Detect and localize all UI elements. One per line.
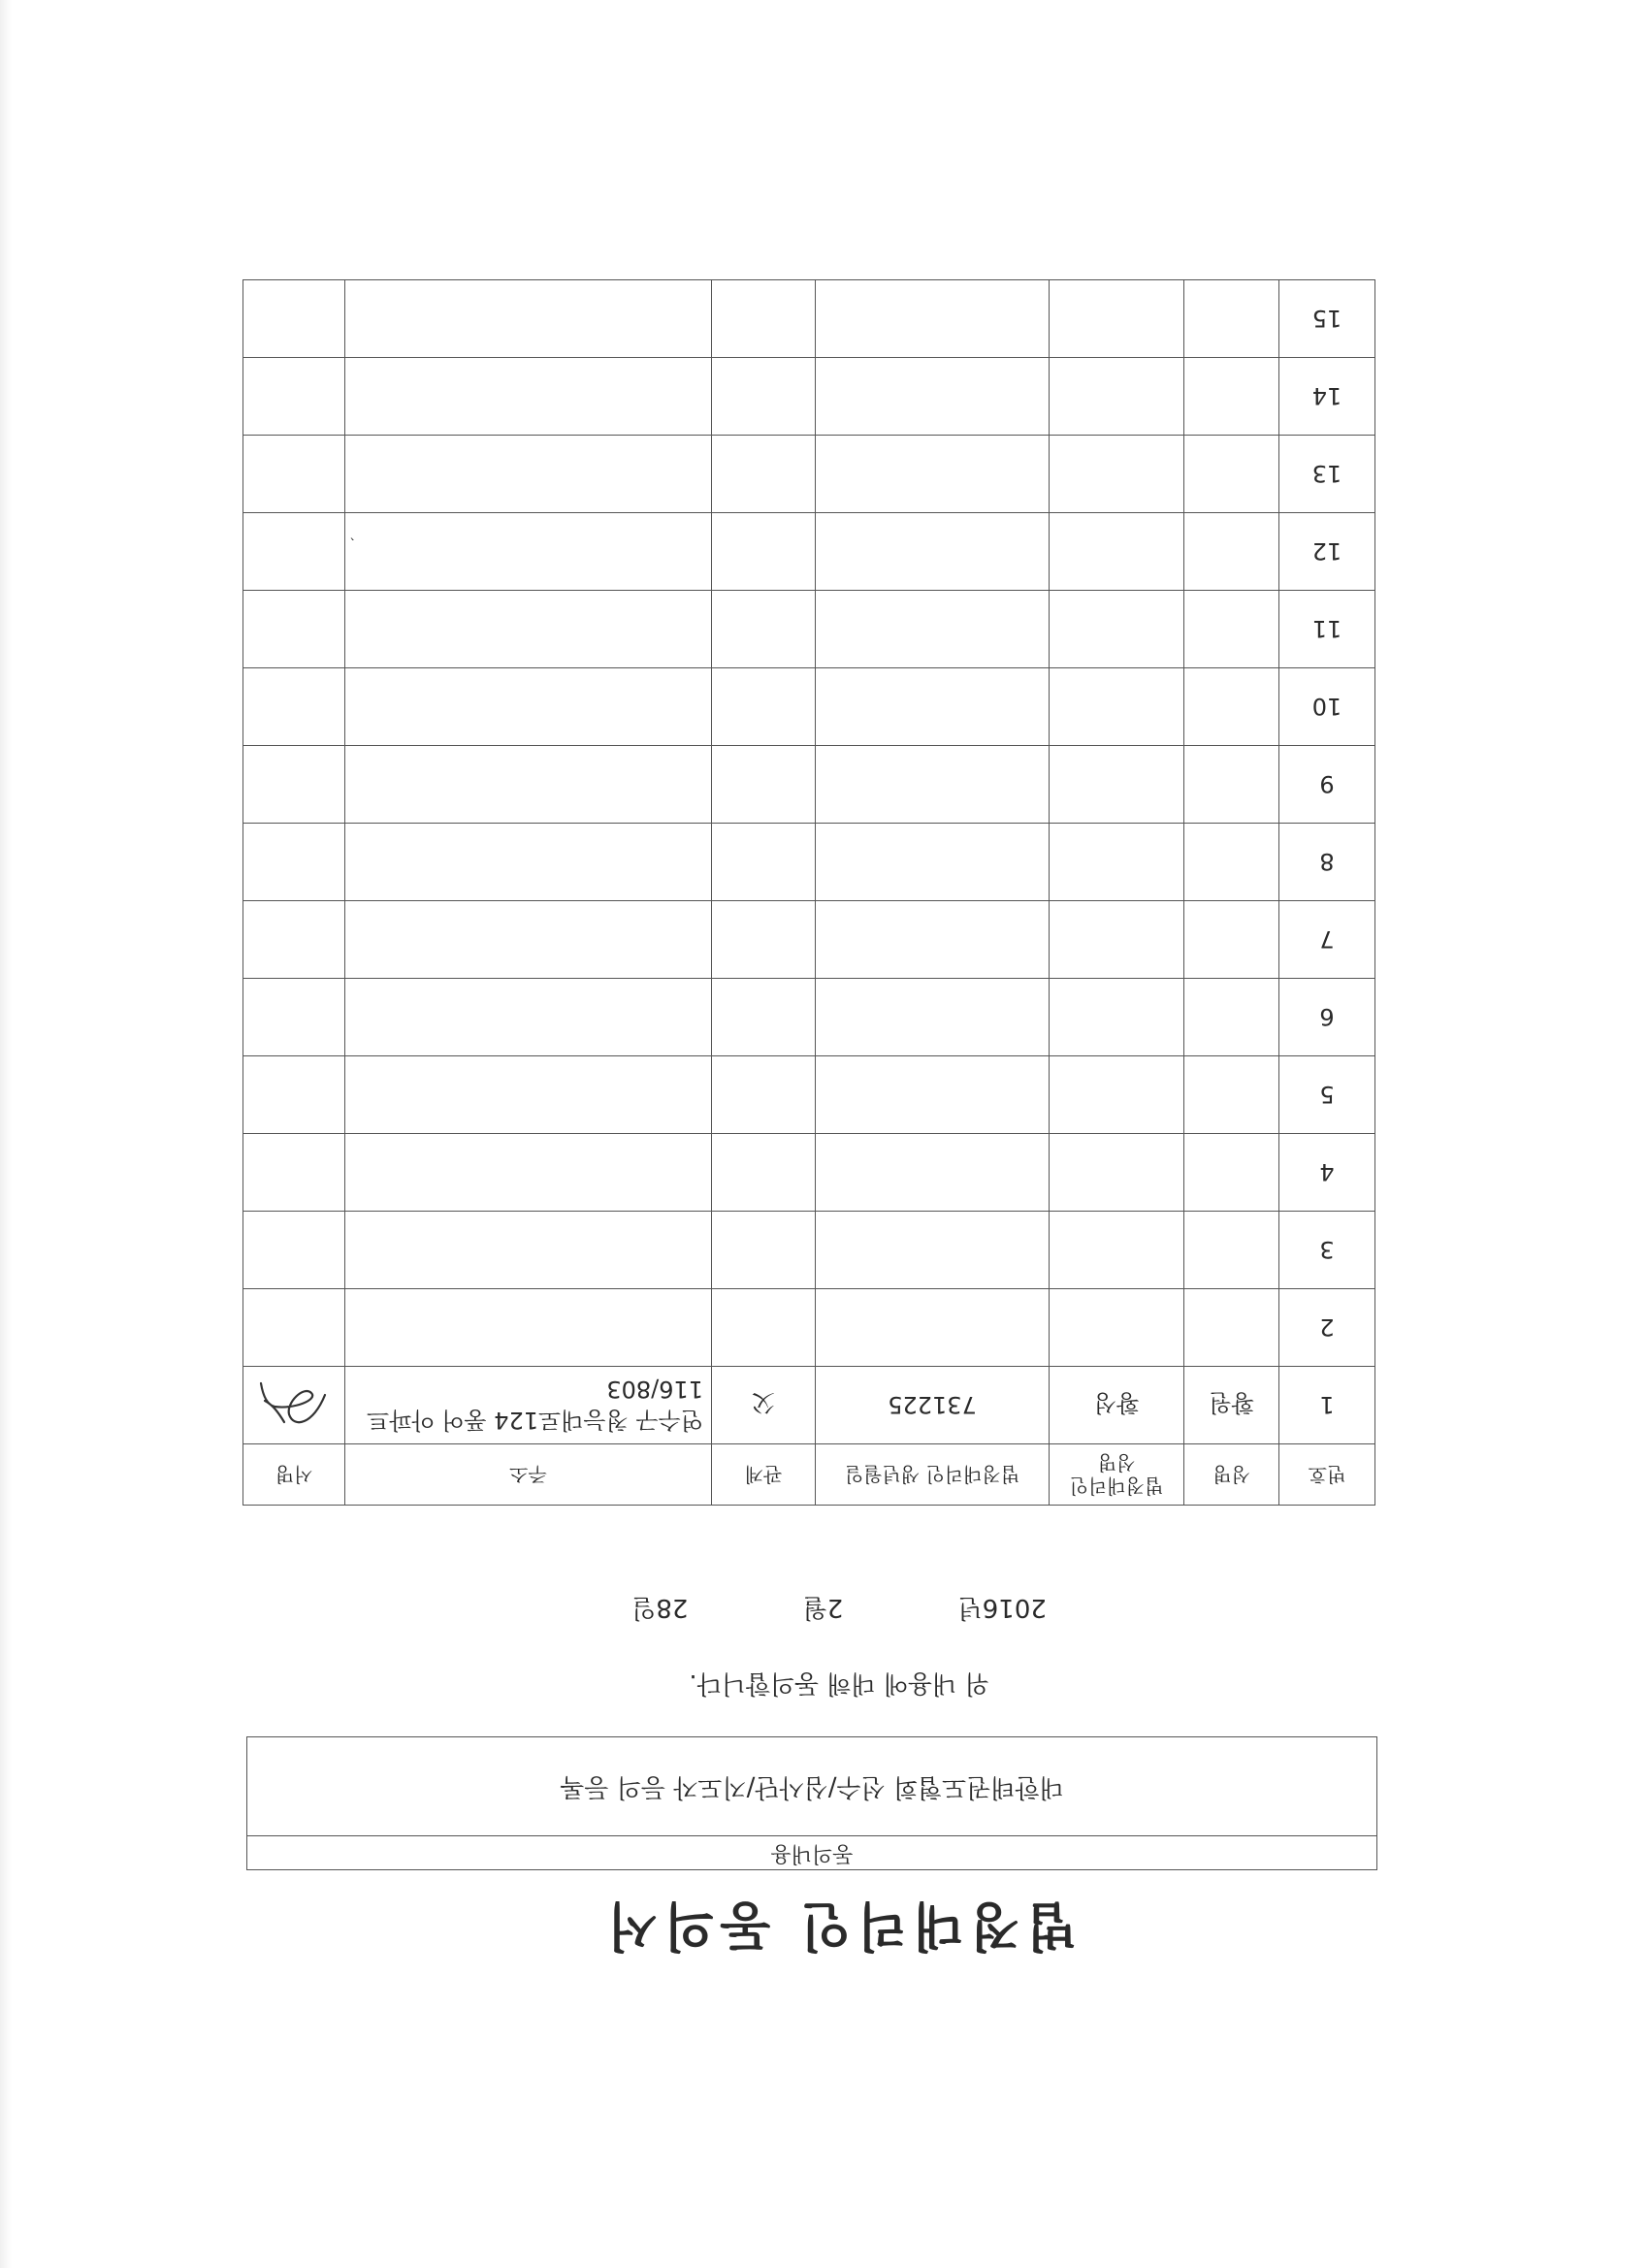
- cell-guardian-birth: [816, 979, 1050, 1056]
- cell-address: [345, 280, 712, 358]
- cell-number: 15: [1279, 280, 1375, 358]
- consent-box: [246, 1736, 1377, 1870]
- date-month: 2월: [802, 1593, 844, 1622]
- table-row: [243, 1367, 1375, 1444]
- cell-guardian-birth: [816, 746, 1050, 824]
- cell-guardian-birth: [816, 668, 1050, 746]
- cell-signature: [243, 901, 345, 979]
- cell-signature: [243, 280, 345, 358]
- cell-name: [1184, 746, 1279, 824]
- scan-edge: [0, 0, 12, 2268]
- cell-number: 11: [1279, 591, 1375, 668]
- cell-number: 8: [1279, 824, 1375, 901]
- cell-signature: [243, 513, 345, 591]
- cell-guardian-birth: [816, 1056, 1050, 1134]
- cell-signature: [243, 358, 345, 436]
- cell-guardian-birth: [816, 513, 1050, 591]
- cell-guardian-name: [1050, 1212, 1184, 1289]
- cell-signature: [243, 824, 345, 901]
- cell-number: 1: [1279, 1367, 1375, 1444]
- cell-address: [345, 668, 712, 746]
- date-year: 2016년: [957, 1593, 1047, 1622]
- cell-guardian-name: [1050, 591, 1184, 668]
- table-row: [243, 1134, 1375, 1212]
- table-header-row: [243, 1444, 1375, 1506]
- table-row: [243, 436, 1375, 513]
- cell-relation: [712, 591, 816, 668]
- cell-name: [1184, 901, 1279, 979]
- document-title: 법정대리인 동의서: [600, 1895, 1078, 1957]
- cell-address: 연수구 청능대로124 풍어 아파트 116/803: [345, 1367, 712, 1444]
- cell-guardian-name: [1050, 513, 1184, 591]
- cell-guardian-name: [1050, 668, 1184, 746]
- cell-guardian-name: [1050, 280, 1184, 358]
- cell-signature: [243, 746, 345, 824]
- cell-relation: [712, 746, 816, 824]
- cell-address: [345, 979, 712, 1056]
- header-name: 성명: [1184, 1444, 1279, 1506]
- table-row: [243, 979, 1375, 1056]
- cell-guardian-birth: [816, 280, 1050, 358]
- handwritten-signature-icon: [255, 1377, 333, 1435]
- cell-number: 9: [1279, 746, 1375, 824]
- table-row: [243, 358, 1375, 436]
- cell-guardian-name: [1050, 1134, 1184, 1212]
- cell-relation: [712, 436, 816, 513]
- cell-number: 3: [1279, 1212, 1375, 1289]
- cell-name: [1184, 1212, 1279, 1289]
- cell-name: [1184, 358, 1279, 436]
- table-row: [243, 513, 1375, 591]
- cell-signature: [243, 436, 345, 513]
- cell-number: 6: [1279, 979, 1375, 1056]
- cell-relation: [712, 358, 816, 436]
- table-row: [243, 1212, 1375, 1289]
- cell-relation: [712, 901, 816, 979]
- cell-number: 7: [1279, 901, 1375, 979]
- cell-guardian-birth: [816, 1134, 1050, 1212]
- cell-guardian-birth: 731225: [816, 1367, 1050, 1444]
- table-row: [243, 280, 1375, 358]
- cell-guardian-name: 황성: [1050, 1367, 1184, 1444]
- cell-name: [1184, 591, 1279, 668]
- cell-address: [345, 1289, 712, 1367]
- cell-address: [345, 1134, 712, 1212]
- header-relation: 관계: [712, 1444, 816, 1506]
- cell-name: [1184, 280, 1279, 358]
- cell-number: 4: [1279, 1134, 1375, 1212]
- cell-address: [345, 901, 712, 979]
- cell-relation: 父: [712, 1367, 816, 1444]
- cell-relation: [712, 824, 816, 901]
- cell-relation: [712, 280, 816, 358]
- cell-guardian-birth: [816, 824, 1050, 901]
- cell-name: [1184, 1289, 1279, 1367]
- cell-guardian-name: [1050, 746, 1184, 824]
- cell-name: [1184, 436, 1279, 513]
- cell-signature: [243, 668, 345, 746]
- cell-number: 10: [1279, 668, 1375, 746]
- cell-relation: [712, 979, 816, 1056]
- cell-guardian-name: [1050, 436, 1184, 513]
- cell-number: 14: [1279, 358, 1375, 436]
- cell-guardian-birth: [816, 1212, 1050, 1289]
- table-body: [243, 280, 1375, 1444]
- table-row: [243, 1289, 1375, 1367]
- cell-guardian-name: [1050, 824, 1184, 901]
- header-signature: 서명: [243, 1444, 345, 1506]
- header-guardian-birth: 법정대리인 생년월일: [816, 1444, 1050, 1506]
- stray-pen-mark: ˎ: [348, 537, 355, 553]
- table-row: [243, 746, 1375, 824]
- cell-signature: [243, 1134, 345, 1212]
- header-number: 번호: [1279, 1444, 1375, 1506]
- cell-name: [1184, 1134, 1279, 1212]
- consent-header: 동의내용: [247, 1835, 1376, 1869]
- cell-guardian-name: [1050, 358, 1184, 436]
- cell-relation: [712, 668, 816, 746]
- cell-address: [345, 1212, 712, 1289]
- cell-signature: [243, 979, 345, 1056]
- cell-number: 5: [1279, 1056, 1375, 1134]
- cell-guardian-birth: [816, 591, 1050, 668]
- date-line: [272, 1592, 1406, 1628]
- agree-statement: 위 내용에 대해 동의합니다.: [689, 1669, 989, 1698]
- header-guardian-name: 법정대리인 성명: [1050, 1444, 1184, 1506]
- cell-guardian-birth: [816, 436, 1050, 513]
- cell-signature: [243, 1289, 345, 1367]
- cell-name: [1184, 979, 1279, 1056]
- cell-name: 황원: [1184, 1367, 1279, 1444]
- date-day: 28일: [631, 1593, 689, 1622]
- cell-address: [345, 358, 712, 436]
- table-row: [243, 591, 1375, 668]
- cell-signature: [243, 1056, 345, 1134]
- cell-name: [1184, 824, 1279, 901]
- guardian-roster-table: [242, 279, 1375, 1506]
- cell-relation: [712, 1289, 816, 1367]
- table-row: [243, 824, 1375, 901]
- cell-guardian-name: [1050, 901, 1184, 979]
- table-row: [243, 1056, 1375, 1134]
- cell-number: 2: [1279, 1289, 1375, 1367]
- table-row: [243, 668, 1375, 746]
- cell-number: 13: [1279, 436, 1375, 513]
- cell-relation: [712, 513, 816, 591]
- cell-number: 12: [1279, 513, 1375, 591]
- cell-address: [345, 436, 712, 513]
- cell-relation: [712, 1212, 816, 1289]
- cell-address: [345, 591, 712, 668]
- cell-guardian-birth: [816, 358, 1050, 436]
- cell-guardian-name: [1050, 1056, 1184, 1134]
- cell-relation: [712, 1056, 816, 1134]
- table-row: [243, 901, 1375, 979]
- cell-name: [1184, 1056, 1279, 1134]
- cell-address: [345, 513, 712, 591]
- cell-signature: [243, 591, 345, 668]
- cell-guardian-name: [1050, 979, 1184, 1056]
- cell-guardian-name: [1050, 1289, 1184, 1367]
- cell-signature: [243, 1367, 345, 1444]
- cell-relation: [712, 1134, 816, 1212]
- cell-name: [1184, 668, 1279, 746]
- cell-address: [345, 746, 712, 824]
- consent-text: 대한태권도협회 선수/심사단/지도자 등의 등록: [560, 1772, 1064, 1801]
- header-address: 주소: [345, 1444, 712, 1506]
- cell-name: [1184, 513, 1279, 591]
- cell-address: [345, 824, 712, 901]
- cell-address: [345, 1056, 712, 1134]
- cell-guardian-birth: [816, 901, 1050, 979]
- cell-guardian-birth: [816, 1289, 1050, 1367]
- cell-signature: [243, 1212, 345, 1289]
